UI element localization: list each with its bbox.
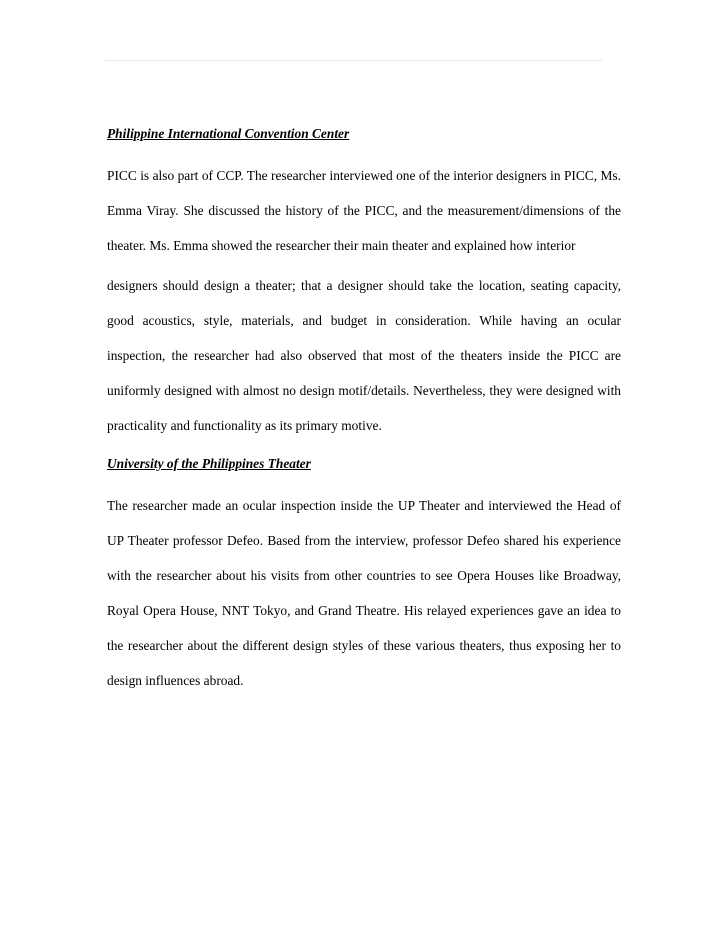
paragraph-picc-2: designers should design a theater; that a designer should take the location, seating capacity, good acoustics, style, materials, and budget in consideration. While having an ocular inspection, the researcher had also observed that most of the theaters inside the PICC are uniformly designed with almost no design motif/details. Nevertheless, they were designed with practicality and functionality as its primary motive. (107, 278, 621, 433)
paragraph-picc-1: PICC is also part of CCP. The researcher interviewed one of the interior designers in PICC, Ms. Emma Viray. She discussed the history of the PICC, and the measurement/dimensions of the theater. Ms. Emma showed the researcher their main theater and explained how interior (107, 168, 621, 253)
header-rule (105, 60, 602, 61)
document-body (107, 118, 621, 703)
section-heading-picc: Philippine International Convention Center (107, 126, 350, 141)
paragraph-up-theater-1: The researcher made an ocular inspection inside the UP Theater and interviewed the Head of UP Theater professor Defeo. Based from the interview, professor Defeo shared his experience with the researcher about his visits from other countries to see Opera Houses like Broadway, Royal Opera House, NNT Tokyo, and Grand Theatre. His relayed experiences gave an idea to the researcher about the different design styles of these various theaters, thus exposing her to design influences abroad. (107, 498, 621, 688)
section-heading-up-theater: University of the Philippines Theater (107, 456, 311, 471)
